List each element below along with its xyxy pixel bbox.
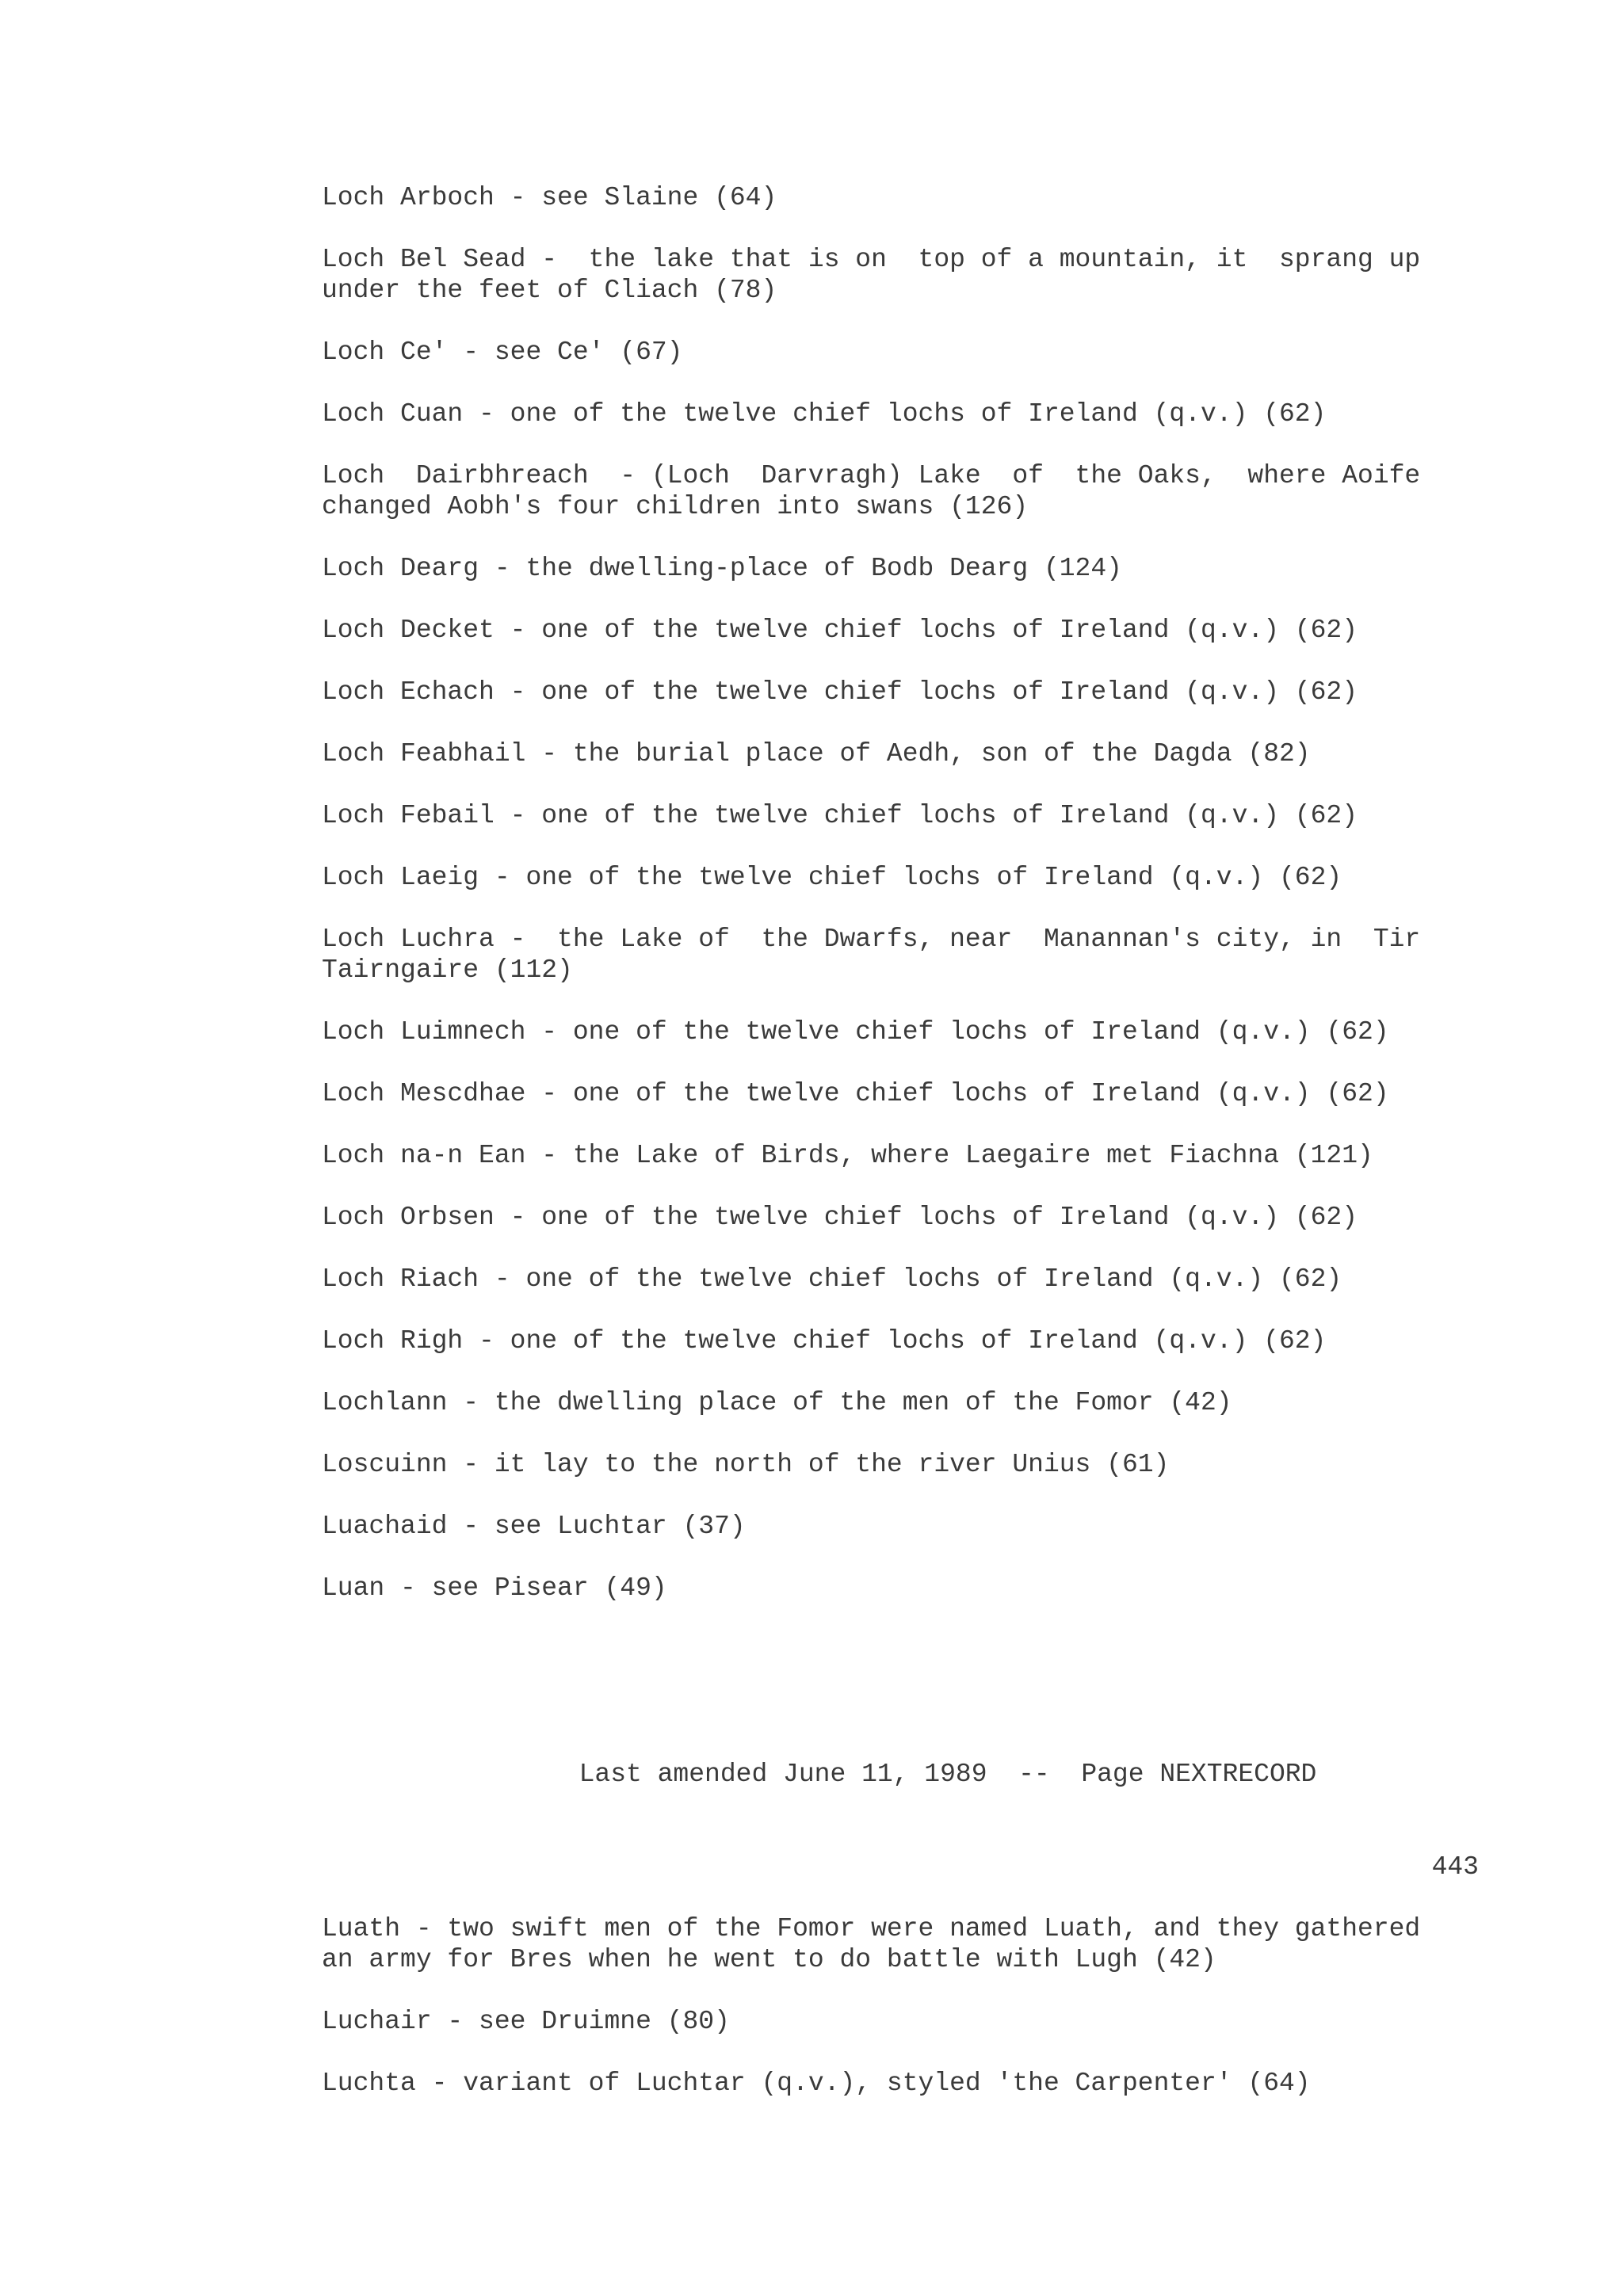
- entry-line: Loch Luchra - the Lake of the Dwarfs, near Manannan's city, in Tir: [322, 925, 1421, 954]
- entry-line: Loch Dairbhreach - (Loch Darvragh) Lake of the Oaks, where Aoife: [322, 461, 1421, 490]
- glossary-entry: [322, 1325, 1479, 1356]
- entry-line: Loch Orbsen - one of the twelve chief lochs of Ireland (q.v.) (62): [322, 1203, 1358, 1232]
- entry-line: Loch Luimnech - one of the twelve chief lochs of Ireland (q.v.) (62): [322, 1017, 1389, 1047]
- entry-line: changed Aobh's four children into swans (126): [322, 492, 1029, 521]
- glossary-entry: [322, 1264, 1479, 1295]
- glossary-entry: [322, 677, 1479, 707]
- entry-line: Loch Echach - one of the twelve chief lochs of Ireland (q.v.) (62): [322, 677, 1358, 707]
- entry-line: Loch Feabhail - the burial place of Aedh, son of the Dagda (82): [322, 739, 1311, 769]
- glossary-entry: [322, 738, 1479, 769]
- entry-line: an army for Bres when he went to do battle with Lugh (42): [322, 1945, 1216, 1974]
- glossary-entry: [322, 800, 1479, 831]
- glossary-entry: [322, 460, 1479, 522]
- glossary-entry: [322, 924, 1479, 986]
- glossary-entry: [322, 2068, 1479, 2099]
- entry-line: Lochlann - the dwelling place of the men of the Fomor (42): [322, 1388, 1232, 1417]
- entry-line: Tairngaire (112): [322, 955, 573, 985]
- entry-line: Loch Righ - one of the twelve chief lochs of Ireland (q.v.) (62): [322, 1326, 1327, 1356]
- entry-line: Loch Riach - one of the twelve chief lochs of Ireland (q.v.) (62): [322, 1264, 1342, 1294]
- entry-line: Luachaid - see Luchtar (37): [322, 1512, 746, 1541]
- entry-line: Luath - two swift men of the Fomor were named Luath, and they gathered: [322, 1914, 1421, 1943]
- glossary-entry: [322, 1449, 1479, 1480]
- entry-line: Loch na-n Ean - the Lake of Birds, where Laegaire met Fiachna (121): [322, 1141, 1373, 1170]
- glossary-entry: [322, 399, 1479, 429]
- glossary-entry: [322, 862, 1479, 893]
- entry-line: Loch Bel Sead - the lake that is on top of a mountain, it sprang up: [322, 245, 1421, 274]
- glossary-entry: [322, 1202, 1479, 1233]
- entry-line: Loch Laeig - one of the twelve chief lochs of Ireland (q.v.) (62): [322, 863, 1342, 892]
- entry-line: Loch Mescdhae - one of the twelve chief lochs of Ireland (q.v.) (62): [322, 1079, 1389, 1108]
- glossary-entry: [322, 2006, 1479, 2037]
- glossary-entry: [322, 1140, 1479, 1171]
- entry-line: Luchta - variant of Luchtar (q.v.), styled 'the Carpenter' (64): [322, 2069, 1311, 2098]
- entry-line: Loscuinn - it lay to the north of the river Unius (61): [322, 1450, 1170, 1479]
- glossary-entry: [322, 553, 1479, 584]
- page-number: 443: [1431, 1852, 1479, 1882]
- entry-line: Loch Arboch - see Slaine (64): [322, 183, 777, 212]
- entries-bottom: [322, 1913, 1479, 2099]
- glossary-entry: [322, 1078, 1479, 1109]
- entry-line: Loch Dearg - the dwelling-place of Bodb Dearg (124): [322, 554, 1122, 583]
- glossary-entry: [322, 244, 1479, 306]
- entry-line: Luchair - see Druimne (80): [322, 2007, 730, 2036]
- entry-line: Loch Decket - one of the twelve chief lochs of Ireland (q.v.) (62): [322, 616, 1358, 645]
- glossary-entry: [322, 337, 1479, 368]
- glossary-entry: [322, 1511, 1479, 1542]
- page-footer: Last amended June 11, 1989 -- Page NEXTRECORD: [579, 1760, 1317, 1789]
- entry-line: under the feet of Cliach (78): [322, 276, 777, 305]
- document-page: [322, 182, 1479, 2130]
- glossary-entry: [322, 182, 1479, 213]
- glossary-entry: [322, 1913, 1479, 1975]
- entries-top: [322, 182, 1479, 1604]
- entry-line: Loch Cuan - one of the twelve chief lochs of Ireland (q.v.) (62): [322, 399, 1327, 429]
- glossary-entry: [322, 1573, 1479, 1604]
- entry-line: Loch Ce' - see Ce' (67): [322, 338, 683, 367]
- entry-line: Loch Febail - one of the twelve chief lochs of Ireland (q.v.) (62): [322, 801, 1358, 830]
- glossary-entry: [322, 615, 1479, 646]
- glossary-entry: [322, 1016, 1479, 1047]
- entry-line: Luan - see Pisear (49): [322, 1573, 667, 1603]
- glossary-entry: [322, 1387, 1479, 1418]
